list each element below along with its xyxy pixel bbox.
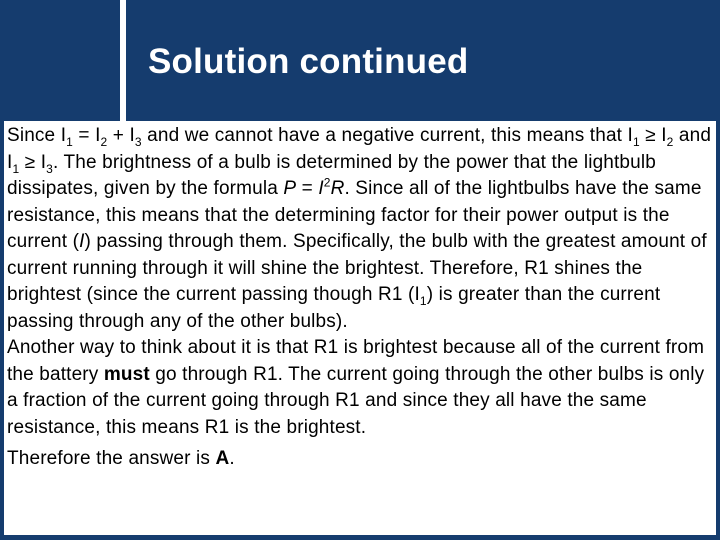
paragraph-alternative-explanation bbox=[7, 335, 713, 441]
subscript: 3 bbox=[46, 161, 53, 176]
italic-symbol: P bbox=[283, 178, 297, 199]
frame-left-border bbox=[0, 121, 4, 540]
subscript: 1 bbox=[419, 293, 427, 308]
slide-title: Solution continued bbox=[148, 42, 469, 81]
subscript: 1 bbox=[12, 161, 20, 176]
frame-right-border bbox=[716, 121, 720, 540]
subscript: 2 bbox=[666, 134, 674, 149]
frame-bottom-border bbox=[0, 535, 720, 540]
text-run: ) is greater than the current passing through any of the other bulbs). bbox=[7, 284, 661, 332]
answer-letter: A bbox=[215, 448, 230, 469]
text-run: ) passing through them. Specifically, the bulb with the greatest amount of current running through it will shine the brightest. Therefore, R1 shines the brightest (since the current passing though R1 (I bbox=[7, 231, 707, 305]
subscript: 1 bbox=[66, 134, 73, 149]
text-run: . The brightness of a bulb is determined by the power that the lightbulb dissipates, given by the formula bbox=[7, 151, 656, 199]
slide-body bbox=[7, 123, 713, 473]
text-run: Another way to think about it is that R1 is brightest because all of the current from the battery bbox=[7, 337, 705, 385]
italic-symbol: I bbox=[79, 231, 85, 252]
text-run: go through R1. The current going through the other bulbs is only a fraction of the current going through R1 and since they all have the same resistance, this means R1 is the brightest. bbox=[7, 363, 705, 438]
bold-emphasis: must bbox=[103, 363, 150, 385]
text-run: Since I bbox=[7, 125, 67, 146]
text-run: and I bbox=[7, 125, 712, 173]
header-divider bbox=[120, 0, 126, 121]
text-run: ≥ I bbox=[19, 151, 47, 173]
subscript: 2 bbox=[100, 134, 108, 149]
text-run: and we cannot have a negative current, this means that I bbox=[141, 125, 633, 146]
italic-symbol: R bbox=[330, 178, 345, 199]
text-run: Therefore the answer is bbox=[7, 448, 216, 469]
text-run: . Since all of the lightbulbs have the same resistance, this means that the determining factor for their power output is the current ( bbox=[7, 178, 702, 252]
text-run: = bbox=[296, 178, 319, 199]
text-run: . bbox=[229, 448, 235, 469]
text-run: + I bbox=[107, 125, 135, 146]
text-run: = I bbox=[72, 125, 101, 146]
paragraph-answer bbox=[7, 446, 713, 473]
italic-symbol: I bbox=[318, 178, 324, 199]
text-run: ≥ I bbox=[639, 125, 667, 146]
superscript: 2 bbox=[323, 175, 331, 190]
subscript: 3 bbox=[134, 134, 142, 149]
subscript: 1 bbox=[632, 134, 640, 149]
paragraph-explanation bbox=[7, 123, 713, 335]
